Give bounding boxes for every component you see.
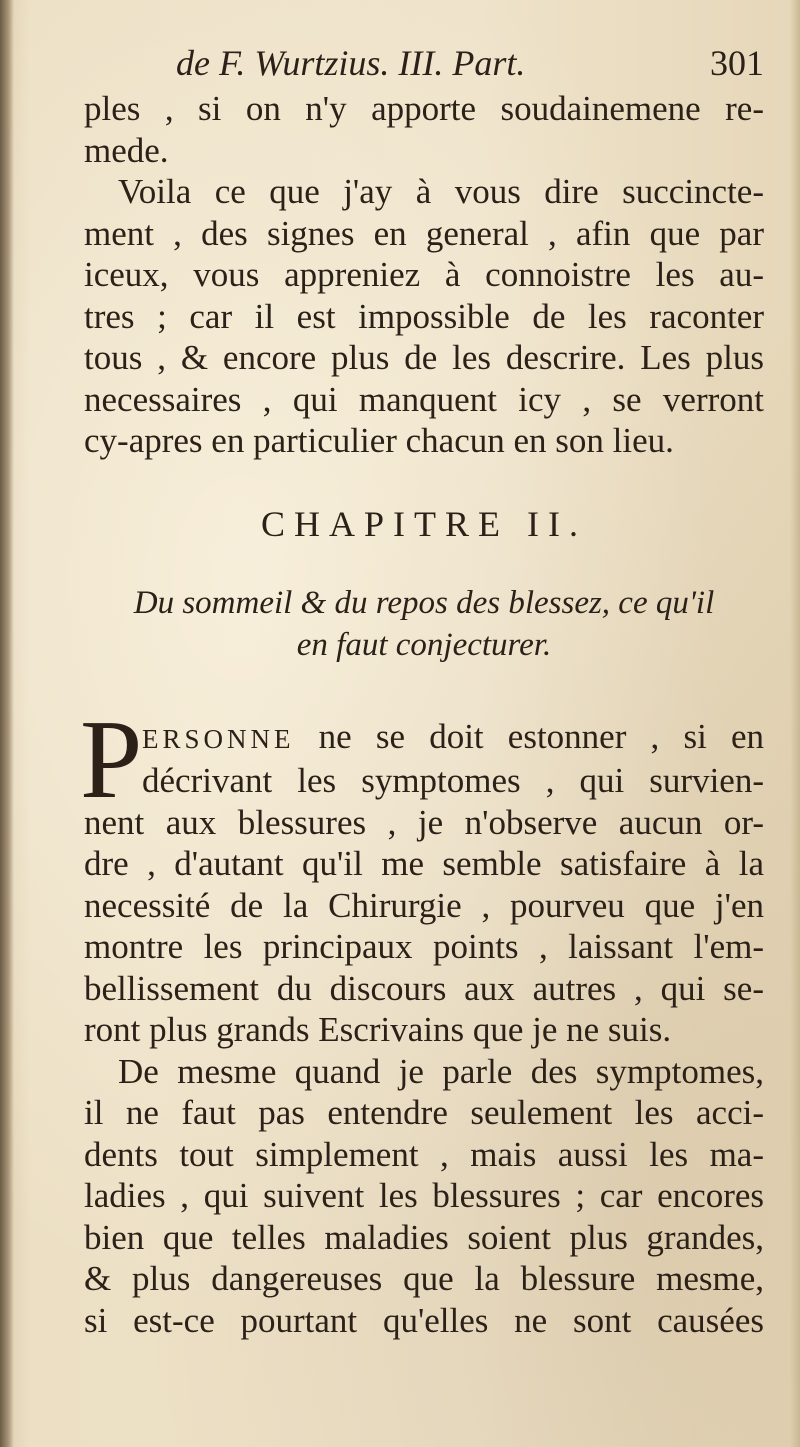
chapter-heading: CHAPITRE II. bbox=[261, 503, 587, 544]
text-line: dre , d'autant qu'il me semble satisfaire à la bbox=[84, 844, 764, 883]
text-line: tres ; car il est impossible de les raconter bbox=[84, 296, 764, 336]
text-line: necessité de la Chirurgie , pourveu que j'en bbox=[84, 885, 764, 925]
text-line: mede. bbox=[84, 130, 169, 170]
page-number: 301 bbox=[710, 43, 764, 83]
text-line: & plus dangereuses que la blessure mesme, bbox=[84, 1259, 764, 1298]
text-line: bien que telles maladies soient plus grandes, bbox=[84, 1217, 764, 1257]
text-line: ment , des signes en general , afin que par bbox=[84, 213, 764, 253]
paragraph-1 bbox=[84, 88, 764, 171]
paragraph-3 bbox=[80, 697, 764, 1051]
text-line: si est-ce pourtant qu'elles ne sont causées bbox=[84, 1300, 764, 1340]
subtitle-line: en faut conjecturer. bbox=[296, 626, 552, 663]
text-line: De mesme quand je parle des symptomes, bbox=[118, 1051, 764, 1091]
page-text-block bbox=[80, 38, 764, 1341]
text-line: nent aux blessures , je n'observe aucun or- bbox=[84, 802, 764, 842]
text-line: ples , si on n'y apporte soudainemene re- bbox=[84, 89, 764, 128]
text-line: ront plus grands Escrivains que je ne suis. bbox=[84, 1010, 672, 1049]
chapter-subtitle bbox=[84, 582, 764, 666]
text-line: dents tout simplement , mais aussi les ma- bbox=[84, 1134, 764, 1174]
text-run: ne se doit estonner , si en bbox=[294, 716, 764, 756]
text-line: ladies , qui suivent les blessures ; car encores bbox=[84, 1176, 764, 1215]
text-line: cy-apres en particulier chacun en son lieu. bbox=[84, 421, 674, 460]
text-line: necessaires , qui manquent icy , se verront bbox=[84, 379, 764, 419]
text-line: iceux, vous appreniez à connoistre les au- bbox=[84, 255, 764, 294]
text-line bbox=[84, 716, 764, 761]
subtitle-line: Du sommeil & du repos des blessez, ce qu'il bbox=[133, 584, 715, 621]
text-line: bellissement du discours aux autres , qui se- bbox=[84, 968, 764, 1008]
text-line: décrivant les symptomes , qui survien- bbox=[142, 761, 764, 800]
text-line: il ne faut pas entendre seulement les acci- bbox=[84, 1093, 764, 1132]
paragraph-4 bbox=[84, 1051, 764, 1342]
running-head bbox=[84, 38, 764, 88]
text-line: Voila ce que j'ay à vous dire succincte- bbox=[118, 172, 764, 211]
opening-small-caps: ERSONNE bbox=[142, 723, 295, 754]
text-line: montre les principaux points , laissant l'em- bbox=[84, 927, 764, 966]
page-binding-shadow bbox=[0, 0, 14, 1447]
running-head-title: de F. Wurtzius. III. Part. bbox=[176, 43, 526, 83]
page-edge-shadow bbox=[790, 0, 800, 1447]
paragraph-2 bbox=[84, 171, 764, 462]
text-line: tous , & encore plus de les descrire. Les plus bbox=[84, 338, 764, 377]
drop-cap: P bbox=[80, 697, 143, 822]
